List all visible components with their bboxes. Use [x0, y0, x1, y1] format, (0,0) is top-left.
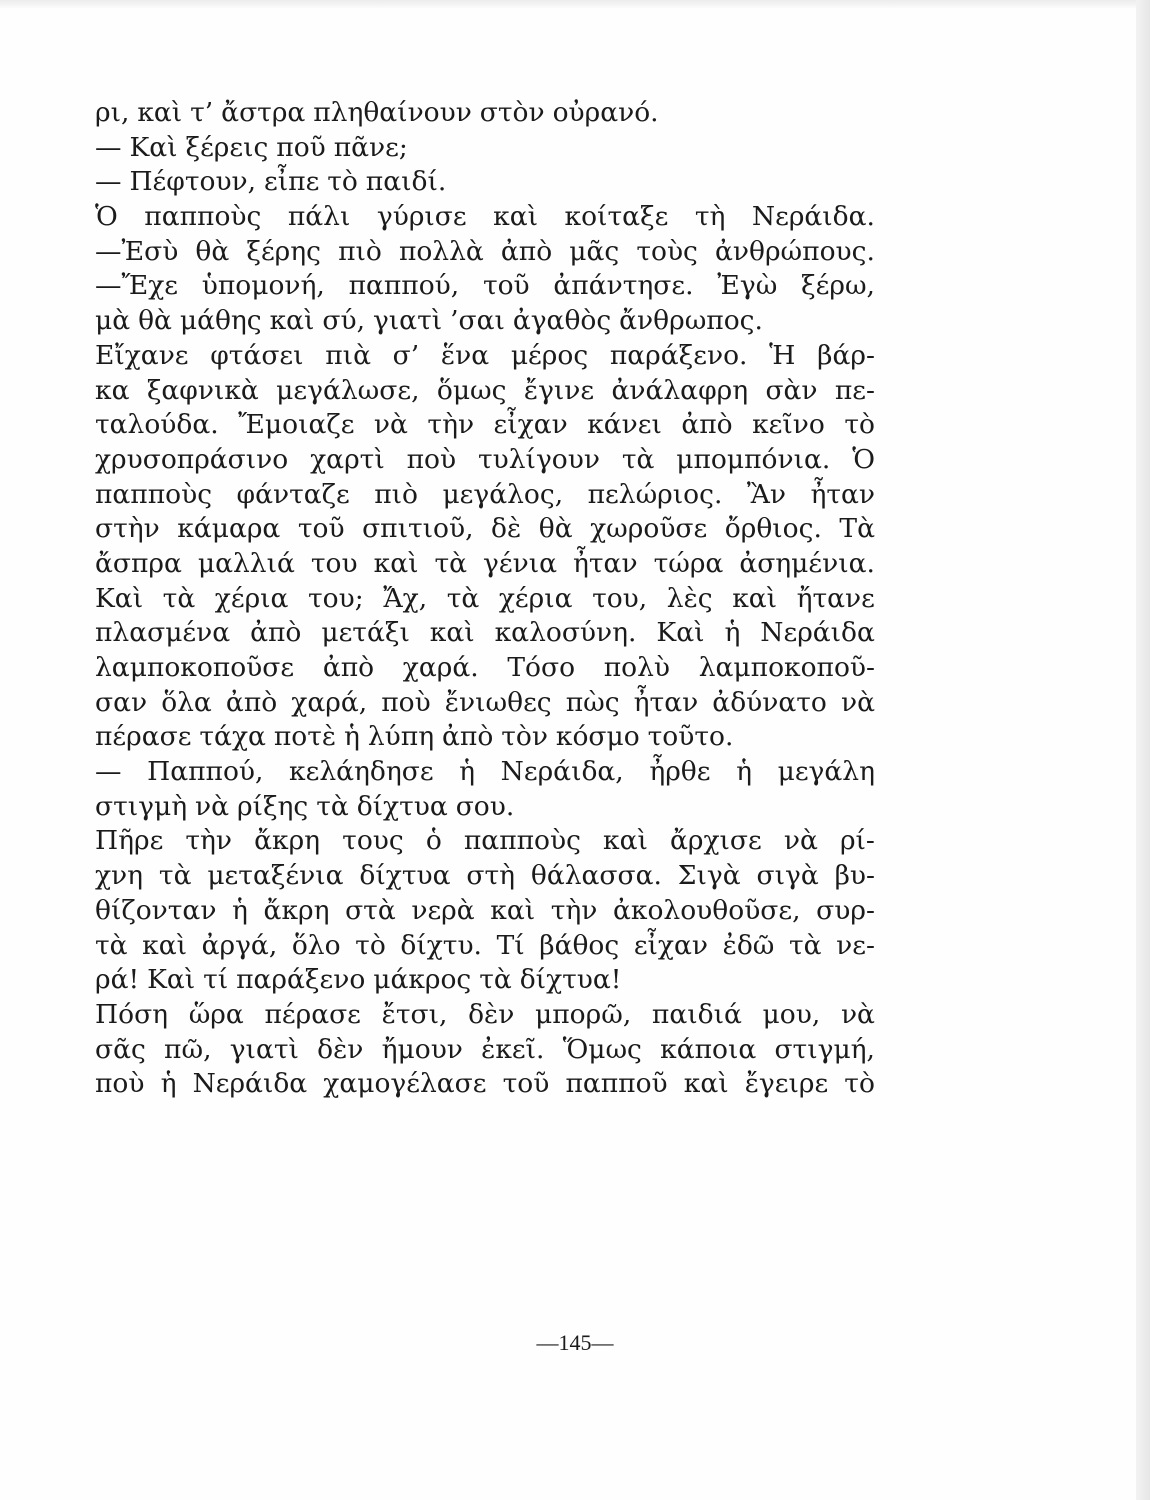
text-line — [95, 96, 875, 131]
word: τοῦ — [482, 270, 530, 302]
word: ποὺ — [95, 1068, 145, 1100]
word: ἡ — [459, 756, 476, 788]
word: — — [95, 166, 122, 198]
text-line — [95, 1033, 875, 1068]
word: ποὺ — [381, 686, 431, 718]
word: παιδιά — [651, 998, 742, 1030]
word: νὰ — [783, 825, 818, 857]
word: εἶπε — [264, 166, 320, 198]
word: κοίταξε — [564, 201, 669, 233]
word: δίχτυα — [359, 860, 451, 892]
page-number: —145— — [536, 1330, 614, 1355]
word: λὲς — [666, 582, 713, 614]
word: σύ, — [322, 305, 366, 337]
word: πιὸ — [338, 235, 382, 267]
word: τὰ — [621, 443, 655, 475]
word: Ἡ — [769, 339, 796, 371]
word: τὰ — [479, 964, 512, 996]
word: ἄκρη — [263, 894, 330, 926]
word: τὴν — [427, 409, 475, 441]
text-line — [95, 894, 875, 929]
word: ἦταν — [810, 478, 875, 510]
word: στιγμὴ — [95, 790, 188, 822]
word: ὥρα — [188, 998, 244, 1030]
word: δίχτυα — [356, 790, 448, 822]
word: πέρασε — [95, 721, 192, 753]
word: νὰ — [840, 998, 875, 1030]
word: τὴν — [550, 894, 598, 926]
word: ἀργά, — [201, 929, 278, 961]
page-body-text — [95, 96, 875, 1102]
word: χέρια — [498, 582, 573, 614]
word: θάλασσα. — [530, 860, 662, 892]
word: γιατὶ — [229, 1033, 299, 1065]
word: τὴν — [185, 825, 233, 857]
word: ρι, — [95, 97, 130, 128]
word: ἀπάντησε. — [553, 270, 694, 302]
text-line — [95, 165, 875, 200]
word: μεγάλος, — [442, 478, 564, 510]
word: δίχτυ. — [400, 929, 482, 961]
word: —Ἔχε — [95, 270, 179, 302]
word: παπποῦ — [565, 1068, 668, 1100]
word: δίχτυα! — [519, 964, 622, 996]
word: στὰ — [345, 894, 396, 926]
text-line — [95, 720, 875, 755]
word: Τόσο — [507, 652, 576, 683]
word: φτάσει — [210, 339, 304, 371]
word: Παππού, — [147, 756, 264, 788]
word: μάκρος — [373, 964, 472, 996]
word: Πόση — [95, 998, 169, 1030]
word: πέρασε — [264, 998, 361, 1030]
word: — — [95, 131, 122, 163]
word: παππού, — [348, 270, 460, 302]
word: ἄσπρα — [95, 547, 182, 579]
word: ἦταν — [573, 547, 638, 579]
word: ἀπὸ — [250, 617, 302, 649]
word: χέρια — [214, 582, 289, 614]
word: ταλούδα. — [95, 409, 219, 441]
word: δὲν — [468, 998, 515, 1030]
word: μὰ — [95, 305, 131, 337]
word: Ὅμως — [562, 1033, 642, 1065]
word: νὰ — [195, 790, 230, 822]
word: χωροῦσε — [590, 513, 708, 545]
word: ρά! — [95, 964, 140, 996]
word: τάχα — [199, 721, 266, 753]
word: μου, — [762, 998, 821, 1030]
text-line — [95, 374, 875, 409]
word: ἄκρη — [254, 825, 321, 857]
word: νερὰ — [411, 894, 475, 926]
word: σπιτιοῦ, — [362, 513, 474, 545]
text-line — [95, 859, 875, 894]
word: ὄρθιος. — [724, 513, 822, 545]
word: τὴ — [694, 201, 726, 233]
word: μεταξένια — [207, 860, 344, 892]
word: βάρ- — [817, 339, 875, 371]
word: Νεράιδα — [192, 1068, 308, 1100]
page-top-edge — [0, 0, 1150, 8]
word: θὰ — [195, 235, 230, 267]
word: ἦρθε — [649, 756, 711, 788]
word: Ἂν — [746, 478, 786, 510]
word: δὲ — [491, 513, 522, 545]
word: παιδί. — [365, 166, 447, 198]
word: Ἄχ, — [383, 582, 428, 614]
word: παπποὺς — [463, 825, 581, 857]
word: Καὶ — [129, 131, 178, 163]
word: καὶ — [683, 1068, 729, 1100]
word: κελάηδησε — [289, 756, 434, 788]
word: του — [310, 547, 358, 579]
word: — — [95, 756, 122, 788]
word: ἤτανε — [796, 582, 875, 614]
word: μαλλιά — [197, 547, 295, 579]
word: ποτὲ — [273, 721, 337, 753]
word: ἄνθρωπος. — [619, 305, 763, 337]
word: Πῆρε — [95, 825, 164, 857]
word: θὰ — [538, 513, 573, 545]
word: τυλίγουν — [477, 443, 600, 475]
word: πὼς — [565, 686, 620, 718]
word: ξέρεις — [185, 131, 269, 163]
word: νε- — [836, 929, 875, 961]
word: σ’ — [392, 339, 420, 371]
word: τὰ — [162, 582, 196, 614]
word: καὶ — [137, 97, 183, 128]
word: ’σαι — [450, 305, 505, 337]
word: χαρά, — [291, 686, 368, 718]
word: φάνταζε — [236, 478, 350, 510]
word: δὲν — [317, 1033, 364, 1065]
text-line — [95, 235, 875, 270]
text-line — [95, 1067, 875, 1102]
word: τους — [342, 825, 404, 857]
text-line — [95, 304, 875, 339]
word: τὰ — [316, 790, 349, 822]
word: του, — [592, 582, 648, 614]
word: ὑπομονή, — [201, 270, 325, 302]
word: τὰ — [95, 929, 128, 961]
word: ἔτσι, — [381, 998, 448, 1030]
word: τὸ — [327, 166, 358, 198]
text-line — [95, 929, 875, 964]
word: ἀνθρώπους. — [715, 235, 875, 267]
word: τὸ — [844, 1068, 875, 1100]
word: γένια — [483, 547, 558, 579]
text-line — [95, 547, 875, 582]
word: —Ἐσὺ — [95, 235, 179, 267]
text-line — [95, 651, 875, 686]
word: κάνει — [587, 409, 662, 441]
text-line — [95, 686, 875, 721]
word: Ἔμοιαζε — [238, 409, 355, 441]
text-line — [95, 443, 875, 478]
word: μεγάλη — [777, 756, 875, 788]
word: λαμποκοποῦσε — [95, 652, 295, 683]
word: ἡ — [724, 617, 741, 649]
word: ἄρχισε — [670, 825, 762, 857]
word: ὅλο — [291, 929, 341, 961]
word: ὁ — [425, 825, 442, 857]
word: πάλι — [287, 201, 351, 233]
word: στὴν — [95, 513, 160, 545]
word: χνη — [95, 860, 144, 892]
word: ἀπὸ — [442, 721, 494, 753]
word: κα — [95, 374, 130, 406]
text-line — [95, 131, 875, 166]
text-line — [95, 339, 875, 374]
word: τὸ — [844, 409, 875, 441]
word: ξέρης — [246, 235, 321, 267]
word: τὸ — [355, 929, 386, 961]
word: βάθος — [539, 929, 620, 961]
word: Σιγὰ — [677, 860, 741, 892]
word: ἡ — [736, 756, 752, 788]
word: κεῖνο — [752, 409, 825, 441]
page-right-edge — [1136, 0, 1150, 1500]
word: Ἐγὼ — [717, 270, 778, 302]
word: Ὁ — [852, 443, 875, 475]
word: χαρτὶ — [310, 443, 385, 475]
word: Καὶ — [147, 964, 196, 996]
word: ξέρω, — [801, 270, 875, 302]
word: καὶ — [142, 929, 188, 961]
word: ἀπὸ — [681, 409, 733, 441]
word: πελώριος. — [587, 478, 723, 510]
word: στιγμή, — [774, 1033, 875, 1065]
word: Τὰ — [839, 513, 875, 545]
word: συρ- — [816, 894, 875, 926]
word: ἀπὸ — [500, 235, 553, 267]
word: ἕνα — [440, 339, 490, 371]
word: Καὶ — [95, 582, 144, 614]
word: πιὸ — [374, 478, 418, 510]
word: εἶχαν — [633, 929, 708, 961]
text-line — [95, 963, 875, 998]
word: ἀκολουθοῦσε, — [613, 894, 801, 926]
word: τὰ — [434, 547, 468, 579]
word: θὰ — [138, 305, 172, 337]
word: πλασμένα — [95, 617, 231, 649]
word: πολὺ — [603, 652, 671, 683]
word: Τί — [496, 929, 525, 961]
text-line — [95, 478, 875, 513]
text-line — [95, 512, 875, 547]
text-line — [95, 408, 875, 443]
text-line — [95, 582, 875, 617]
word: σιγὰ — [756, 860, 819, 892]
word: λύπη — [367, 721, 435, 753]
word: ἀγαθὸς — [512, 305, 612, 337]
word: βυ- — [834, 860, 875, 892]
word: σᾶς — [95, 1033, 146, 1065]
word: πῶ, — [164, 1033, 212, 1065]
word: οὐρανό. — [552, 97, 659, 128]
text-line — [95, 824, 875, 859]
word: χαμογέλασε — [323, 1068, 487, 1100]
word: ρί- — [839, 825, 875, 857]
word: πληθαίνουν — [313, 97, 472, 128]
word: Νεράιδα. — [751, 201, 875, 233]
word: καὶ — [493, 201, 539, 233]
word: τ’ — [190, 97, 214, 128]
word: τώρα — [653, 547, 724, 579]
word: μάθης — [179, 305, 262, 337]
word: καλοσύνη. — [494, 617, 637, 649]
text-line — [95, 269, 875, 304]
word: ἀπὸ — [225, 686, 278, 718]
word: Εἴχανε — [95, 339, 189, 371]
word: κάμαρα — [177, 513, 281, 545]
word: σου. — [455, 790, 515, 822]
word: νὰ — [373, 409, 408, 441]
word: μπορῶ, — [535, 998, 632, 1030]
word: ἄστρα — [221, 97, 306, 128]
word: μπομπόνια. — [676, 443, 831, 475]
word: ἔγινε — [523, 374, 595, 406]
word: σὰν — [765, 374, 818, 406]
word: ἤμουν — [381, 1033, 463, 1065]
word: κάποια — [660, 1033, 757, 1065]
word: ἀπὸ — [322, 652, 375, 683]
word: ξαφνικὰ — [146, 374, 259, 406]
word: ὅλα — [161, 686, 212, 718]
word: τὰ — [446, 582, 480, 614]
word: μεγάλωσε, — [276, 374, 420, 406]
word: γιατὶ — [372, 305, 443, 337]
word: λαμποκοποῦ- — [698, 652, 875, 683]
word: του; — [308, 582, 364, 614]
word: στὸν — [479, 97, 545, 128]
text-line — [95, 755, 875, 790]
word: καὶ — [603, 825, 648, 857]
word: πε- — [834, 374, 875, 406]
word: μέρος — [510, 339, 589, 371]
word: Καὶ — [656, 617, 705, 649]
word: μᾶς — [569, 235, 620, 267]
word: μετάξι — [321, 617, 410, 649]
word: ὅμως — [436, 374, 507, 406]
word: ποὺ — [406, 443, 457, 475]
word: ἦταν — [633, 686, 699, 718]
word: παπποὺς — [95, 478, 213, 510]
word: καὶ — [490, 894, 536, 926]
word: Νεράιδα, — [500, 756, 624, 788]
word: τί — [203, 964, 229, 996]
text-line — [95, 790, 875, 825]
word: ρίξης — [236, 790, 309, 822]
word: καὶ — [269, 305, 315, 337]
word: τὸν — [501, 721, 548, 753]
word: Πέφτουν, — [129, 166, 257, 198]
word: παπποὺς — [144, 201, 262, 233]
word: ποῦ — [276, 131, 326, 163]
word: ἀνάλαφρη — [611, 374, 749, 406]
word: θίζονταν — [95, 894, 217, 926]
word: εἶχαν — [493, 409, 568, 441]
word: γύρισε — [376, 201, 467, 233]
word: τοῦτο. — [647, 721, 734, 753]
word: ἀδύνατο — [712, 686, 827, 718]
word: ἐδῶ — [722, 929, 775, 961]
word: τοὺς — [636, 235, 698, 267]
text-line — [95, 616, 875, 651]
word: παράξενο. — [609, 339, 748, 371]
word: παράξενο — [236, 964, 366, 996]
word: ἀσημένια. — [739, 547, 875, 579]
word: ἔγειρε — [744, 1068, 829, 1100]
word: χρυσοπράσινο — [95, 443, 289, 475]
word: στὴ — [466, 860, 515, 892]
text-line — [95, 200, 875, 235]
word: πᾶνε; — [333, 131, 408, 163]
word: ἐκεῖ. — [481, 1033, 545, 1065]
text-line — [95, 998, 875, 1033]
word: ἔνιωθες — [444, 686, 552, 718]
word: Νεράιδα — [760, 617, 875, 649]
word: Ὁ — [95, 201, 118, 233]
word: πολλὰ — [398, 235, 484, 267]
word: τὰ — [788, 929, 822, 961]
word: σαν — [95, 686, 148, 718]
word: τοῦ — [297, 513, 345, 545]
word: τοῦ — [502, 1068, 550, 1100]
word: τὰ — [158, 860, 192, 892]
word: χαρά. — [402, 652, 479, 683]
word: πιὰ — [325, 339, 371, 371]
word: καὶ — [732, 582, 778, 614]
word: καὶ — [429, 617, 475, 649]
word: κόσμο — [555, 721, 640, 753]
word: ἡ — [160, 1068, 177, 1100]
word: ἡ — [344, 721, 360, 753]
word: καὶ — [373, 547, 419, 579]
word: ἡ — [232, 894, 248, 926]
word: νὰ — [840, 686, 875, 718]
